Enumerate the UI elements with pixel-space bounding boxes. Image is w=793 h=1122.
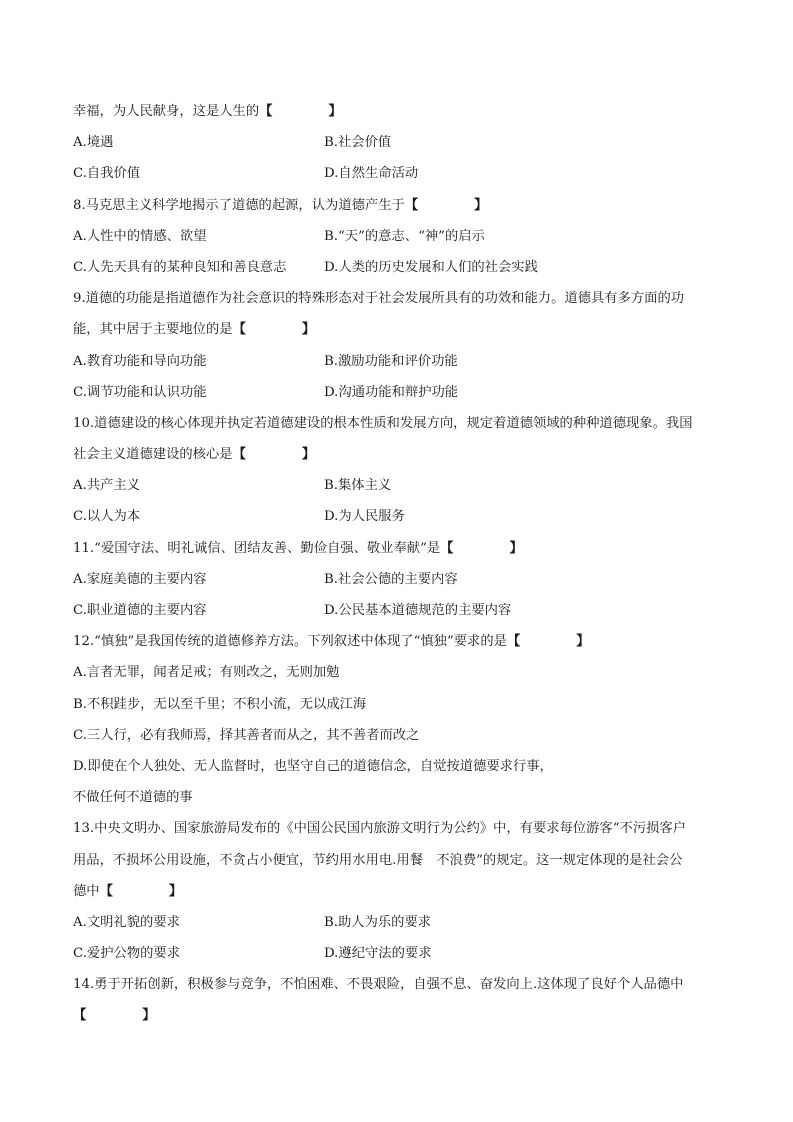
q7-stem-tail [73, 96, 723, 127]
q9-option-d: D.沟通功能和辩护功能 [324, 384, 459, 400]
q11-option-c: C.职业道德的主要内容 [73, 603, 207, 618]
answer-bracket-open: 【 [259, 104, 273, 119]
q11-stem [73, 533, 723, 564]
q13-option-c: C.爱护公物的要求 [73, 946, 181, 962]
q11-options-row-1 [73, 564, 723, 595]
q9-stem-line2 [73, 314, 723, 345]
q9-stem-line1: 9.道德的功能是指道德作为社会意识的特殊形态对于社会发展所具有的功效和能力。道德具有多方面的功 [73, 291, 685, 307]
q8-option-b: B.“天”的意志、“神”的启示 [324, 228, 485, 244]
answer-bracket-open: 【 [232, 322, 246, 338]
q10-option-a: A.共产主义 [73, 478, 141, 494]
q12-option-b: B.不积跬步，无以至千里；不积小流，无以成江海 [73, 696, 367, 712]
q10-stem-line2 [73, 439, 723, 470]
answer-bracket-close: 】 [328, 104, 342, 119]
q13-option-d: D.遵纪守法的要求 [324, 946, 432, 962]
q10-stem-line1: 10.道德建设的核心体现并执定若道德建设的根本性质和发展方向，规定着道德领域的种种道德现象。我国 [73, 415, 693, 431]
answer-bracket-open: 【 [506, 634, 521, 650]
q13-option-b: B.助人为乐的要求 [324, 914, 432, 930]
q11-option-d: D.公民基本道德规范的主要内容 [324, 603, 512, 618]
answer-bracket-open: 【 [404, 197, 419, 213]
answer-bracket-close: 】 [168, 883, 183, 899]
q11-option-b: B.社会公德的主要内容 [324, 571, 458, 587]
answer-bracket-close: 】 [142, 1008, 156, 1024]
q7-options-row-1 [73, 127, 723, 158]
answer-bracket-open: 【 [232, 447, 246, 463]
q12-stem [73, 626, 723, 657]
q12-option-c: C.三人行，必有我师焉，择其善者而从之，其不善者而改之 [73, 727, 420, 743]
q14-stem-line1: 14.勇于开拓创新，积极参与竞争，不怕困难、不畏艰险，自强不息、奋发向上.这体现了良好个人品德中 [73, 977, 684, 993]
exam-page [73, 96, 723, 1032]
q13-options-row-1 [73, 907, 723, 938]
q11-option-a: A.家庭美德的主要内容 [73, 571, 207, 587]
q10-option-b: B.集体主义 [324, 478, 392, 494]
q12-option-d-cont: 不做任何不道德的事 [73, 790, 193, 806]
q13-stem-line3 [73, 876, 723, 907]
q9-option-a: A.教育功能和导向功能 [73, 353, 207, 369]
q12-option-a: A.言者无罪，闻者足戒；有则改之，无则加勉 [73, 665, 340, 681]
q14-stem-line2 [73, 1000, 723, 1031]
q8-stem-text: 8.马克思主义科学地揭示了道德的起源，认为道德产生于 [73, 197, 405, 213]
q13-options-row-2 [73, 938, 723, 969]
q8-options-row-2 [73, 252, 723, 283]
q10-options-row-1 [73, 470, 723, 501]
q7-option-b: B.社会价值 [324, 135, 392, 151]
q10-option-d: D.为人民服务 [324, 509, 405, 525]
q9-options-row-2 [73, 377, 723, 408]
q9-stem-text: 能，其中居于主要地位的是 [73, 322, 233, 338]
q13-stem-text: 德中 [73, 883, 100, 899]
q8-option-a: A.人性中的情感、欲望 [73, 228, 207, 244]
answer-bracket-close: 】 [474, 197, 488, 213]
q8-options-row-1 [73, 221, 723, 252]
q11-options-row-2 [73, 595, 723, 626]
answer-bracket-open: 【 [99, 883, 113, 899]
q7-option-c: C.自我价值 [73, 166, 141, 182]
q7-option-d: D.自然生命活动 [324, 166, 419, 182]
answer-bracket-close: 】 [301, 447, 316, 463]
answer-bracket-open: 【 [73, 1008, 87, 1024]
answer-bracket-close: 】 [509, 540, 523, 556]
q11-stem-text: 11.“爱国守法、明礼诚信、团结友善、勤俭自强、敬业奉献”是 [73, 540, 441, 556]
q10-stem-text: 社会主义道德建设的核心是 [73, 447, 233, 463]
q9-option-b: B.激励功能和评价功能 [324, 353, 458, 369]
q13-stem-line1: 13.中央文明办、国家旅游局发布的《中国公民国内旅游文明行为公约》中，有要求每位游客“不污损客户 [73, 821, 687, 837]
q8-option-c: C.人先天具有的某种良知和善良意志 [73, 259, 287, 275]
q9-option-c: C.调节功能和认识功能 [73, 384, 207, 400]
q13-option-a: A.文明礼貌的要求 [73, 914, 180, 930]
q10-options-row-2 [73, 501, 723, 532]
q12-option-d: D.即使在个人独处、无人监督时，也坚守自己的道德信念，自觉按道德要求行事， [73, 758, 553, 774]
answer-bracket-open: 【 [440, 540, 454, 556]
answer-bracket-close: 】 [576, 634, 590, 650]
q7-stem-text: 幸福，为人民献身，这是人生的 [73, 104, 260, 119]
q10-option-c: C.以人为本 [73, 509, 141, 525]
q7-options-row-2 [73, 158, 723, 189]
q12-stem-text: 12.“慎独”是我国传统的道德修养方法。下列叙述中体现了“慎独”要求的是 [73, 634, 507, 650]
q7-option-a: A.境遇 [73, 135, 114, 151]
q8-stem [73, 190, 723, 221]
q8-option-d: D.人类的历史发展和人们的社会实践 [324, 259, 538, 275]
q9-options-row-1 [73, 346, 723, 377]
answer-bracket-close: 】 [301, 322, 316, 338]
q13-stem-line2: 用品，不损坏公用设施，不贪占小便宜，节约用水用电.用餐 不浪费”的规定。这一规定体现的是社会公 [73, 852, 683, 868]
